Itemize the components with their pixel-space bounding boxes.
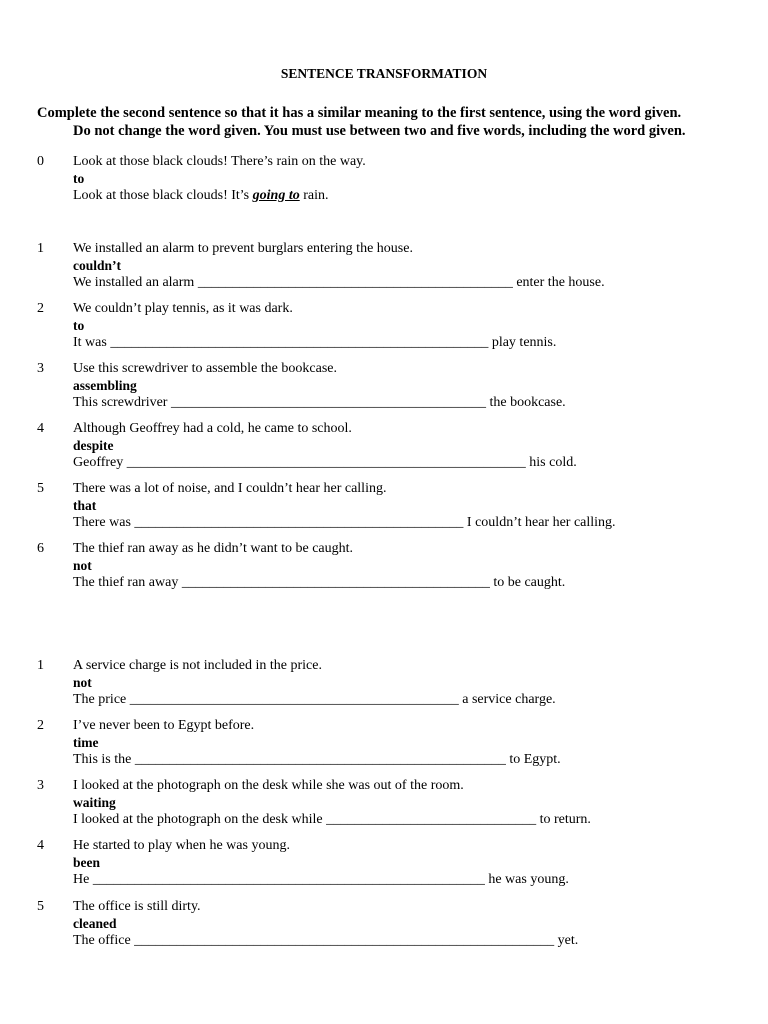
- item-answer-line: [73, 514, 616, 531]
- answer-suffix: the bookcase.: [489, 395, 566, 410]
- item-answer-line: [73, 187, 328, 204]
- item-number: 4: [37, 421, 44, 436]
- item-number: 1: [37, 658, 44, 673]
- item-number: 2: [37, 301, 44, 316]
- answer-suffix: I couldn’t hear her calling.: [466, 515, 616, 530]
- item-answer-line: [73, 811, 591, 828]
- answer-suffix: he was young.: [488, 872, 569, 887]
- answer-blank[interactable]: ________________________________________________________: [92, 872, 485, 887]
- item-keyword: not: [73, 558, 92, 573]
- answer-prefix: It was: [73, 335, 107, 350]
- item-sentence: There was a lot of noise, and I couldn’t hear her calling.: [73, 481, 387, 496]
- answer-suffix: yet.: [557, 933, 579, 948]
- item-sentence: The thief ran away as he didn’t want to be caught.: [73, 541, 354, 556]
- item-sentence: I’ve never been to Egypt before.: [73, 718, 255, 733]
- item-sentence: A service charge is not included in the price.: [73, 658, 322, 673]
- answer-suffix: enter the house.: [516, 275, 605, 290]
- item-answer-line: [73, 691, 556, 708]
- item-sentence: Look at those black clouds! There’s rain on the way.: [73, 154, 366, 169]
- answer-prefix: There was: [73, 515, 131, 530]
- item-number: 1: [37, 241, 44, 256]
- item-keyword: to: [73, 318, 85, 333]
- item-keyword: time: [73, 735, 99, 750]
- answer-suffix: rain.: [299, 188, 329, 203]
- item-keyword: been: [73, 855, 100, 870]
- item-number: 6: [37, 541, 44, 556]
- item-keyword: not: [73, 675, 92, 690]
- answer-blank[interactable]: ______________________________________________________: [110, 335, 489, 350]
- answer-prefix: He: [73, 872, 90, 887]
- answer-suffix: a service charge.: [462, 692, 556, 707]
- answer-suffix: to return.: [539, 812, 591, 827]
- item-sentence: He started to play when he was young.: [73, 838, 290, 853]
- instructions-line-2: Do not change the word given. You must use between two and five words, including the word given.: [73, 123, 686, 139]
- answer-blank[interactable]: _______________________________________________: [134, 515, 464, 530]
- item-answer-line: [73, 454, 577, 471]
- answer-prefix: Look at those black clouds! It’s: [73, 188, 253, 203]
- answer-blank[interactable]: _____________________________________________: [170, 395, 486, 410]
- item-sentence: We couldn’t play tennis, as it was dark.: [73, 301, 293, 316]
- item-sentence: Although Geoffrey had a cold, he came to school.: [73, 421, 352, 436]
- answer-suffix: his cold.: [529, 455, 577, 470]
- answer-prefix: We installed an alarm: [73, 275, 195, 290]
- item-keyword: to: [73, 171, 85, 186]
- item-answer-line: [73, 394, 566, 411]
- answer-suffix: to be caught.: [493, 575, 566, 590]
- item-answer-line: [73, 574, 565, 591]
- answer-blank[interactable]: ____________________________________________________________: [134, 933, 555, 948]
- item-answer-line: [73, 871, 569, 888]
- answer-blank[interactable]: _____________________________________________________: [134, 752, 506, 767]
- answer-prefix: Geoffrey: [73, 455, 124, 470]
- item-keyword: couldn’t: [73, 258, 122, 273]
- answer-blank[interactable]: ______________________________: [326, 812, 537, 827]
- item-number: 2: [37, 718, 44, 733]
- answer-suffix: play tennis.: [491, 335, 557, 350]
- answer-prefix: This screwdriver: [73, 395, 168, 410]
- answer-prefix: I looked at the photograph on the desk while: [73, 812, 323, 827]
- item-answer-line: [73, 751, 561, 768]
- item-sentence: The office is still dirty.: [73, 899, 201, 914]
- answer-prefix: This is the: [73, 752, 132, 767]
- answer-suffix: to Egypt.: [509, 752, 561, 767]
- item-number: 5: [37, 481, 44, 496]
- item-answer-line: [73, 932, 578, 949]
- item-number: 0: [37, 154, 44, 169]
- item-keyword: waiting: [73, 795, 116, 810]
- item-keyword: that: [73, 498, 97, 513]
- example-answer: going to: [252, 188, 300, 203]
- item-answer-line: [73, 274, 605, 291]
- instructions-line-1: Complete the second sentence so that it has a similar meaning to the first sentence, using the word given.: [37, 105, 682, 121]
- item-number: 3: [37, 778, 44, 793]
- item-keyword: cleaned: [73, 916, 117, 931]
- item-answer-line: [73, 334, 556, 351]
- answer-prefix: The office: [73, 933, 131, 948]
- item-sentence: I looked at the photograph on the desk while she was out of the room.: [73, 778, 464, 793]
- item-number: 4: [37, 838, 44, 853]
- item-sentence: We installed an alarm to prevent burglars entering the house.: [73, 241, 413, 256]
- item-number: 3: [37, 361, 44, 376]
- answer-prefix: The price: [73, 692, 127, 707]
- answer-blank[interactable]: _______________________________________________: [129, 692, 459, 707]
- item-number: 5: [37, 899, 44, 914]
- item-sentence: Use this screwdriver to assemble the bookcase.: [73, 361, 337, 376]
- answer-blank[interactable]: ____________________________________________: [181, 575, 490, 590]
- answer-blank[interactable]: _____________________________________________: [197, 275, 513, 290]
- item-keyword: despite: [73, 438, 114, 453]
- answer-prefix: The thief ran away: [73, 575, 179, 590]
- instructions: [37, 104, 737, 140]
- item-keyword: assembling: [73, 378, 137, 393]
- answer-blank[interactable]: _________________________________________________________: [126, 455, 526, 470]
- page-title: SENTENCE TRANSFORMATION: [280, 66, 488, 81]
